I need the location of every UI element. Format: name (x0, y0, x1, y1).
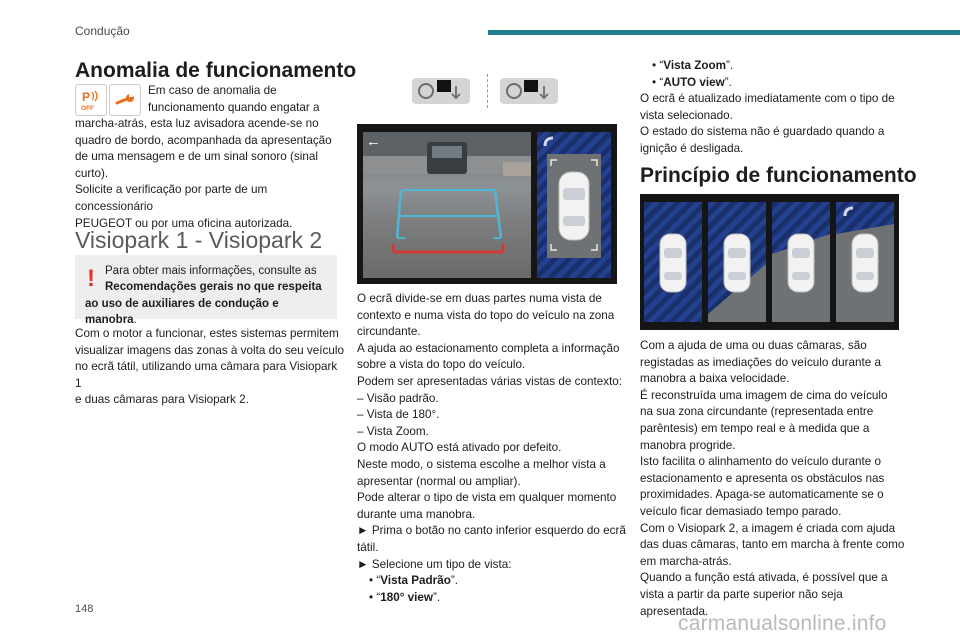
heading-anomaly: Anomalia de funcionamento (75, 59, 357, 82)
bullet-item: • “180° view”. (369, 590, 441, 604)
header-accent-bar (488, 30, 960, 35)
principle-text (640, 338, 910, 620)
text-line: ignição é desligada. (640, 141, 744, 155)
text-line: marcha-atrás, esta luz avisadora acende-se no (75, 117, 319, 130)
text-line: visualizar imagens das zonas à volta do seu veículo (75, 343, 344, 357)
text-line: O modo AUTO está ativado por defeito. (357, 441, 562, 455)
text-line: curto). (75, 166, 109, 180)
bullet-item: • “Vista Padrão”. (369, 574, 458, 588)
front-camera-car-icon (406, 76, 476, 111)
text-line: vista a partir da parte superior não seja apresentada. (640, 587, 843, 618)
text-line: Isto facilita o alinhamento do veículo durante o (640, 455, 882, 469)
note-text (85, 263, 333, 329)
text-line: – Vista Zoom. (357, 424, 429, 438)
exclamation-icon: ! (87, 265, 95, 292)
text-line: Com o Visiopark 2, a imagem é criada com ajuda (640, 521, 896, 535)
text-line: estacionamento e apresenta os obstáculos nas (640, 471, 885, 485)
svg-text:OFF: OFF (81, 105, 94, 112)
bullet-item: • “AUTO view”. (652, 75, 732, 89)
watermark: carmanualsonline.info (678, 612, 887, 635)
page-number: 148 (75, 603, 94, 615)
divider (487, 74, 489, 108)
text-line: Em caso de anomalia de (148, 84, 277, 97)
text-line: apresentar (normal ou ampliar). (357, 474, 521, 488)
text-line: Podem ser apresentadas várias vistas de contexto: (357, 374, 623, 388)
text-line: na sua zona circundante (representada entre (640, 405, 874, 419)
text-line: quadro de bordo, acompanhada da apresentação (75, 133, 332, 147)
text-line: veículo ficar demasiado tempo parado. (640, 504, 842, 518)
text-line: – Visão padrão. (357, 391, 439, 405)
text-line: em marcha-atrás. (640, 554, 732, 568)
text-line: circundante. (357, 325, 421, 339)
context-view (363, 132, 531, 278)
info-note-box (75, 255, 337, 327)
note-line-1: Para obter mais informações, consulte as (105, 265, 317, 277)
note-line-3-end: . (133, 314, 137, 327)
text-line: É reconstruída uma imagem de cima do veículo (640, 388, 888, 402)
section-header: Condução (75, 24, 130, 38)
text-line: tátil. (357, 540, 379, 554)
text-line: ► Selecione um tipo de vista: (357, 557, 512, 571)
text-line: Com o motor a funcionar, estes sistemas permitem (75, 327, 339, 340)
rear-camera-car-icon (494, 76, 564, 111)
text-line: Pode alterar o tipo de vista em qualquer momento (357, 491, 617, 505)
text-line: durante uma manobra. (357, 507, 476, 521)
anomaly-text (75, 116, 345, 232)
text-line: parêntesis) em tempo real e à medida que a (640, 421, 870, 435)
text-line: e duas câmaras para Visiopark 2. (75, 393, 249, 407)
text-line: contexto e numa vista do topo do veículo na zona (357, 308, 615, 322)
text-line: O ecrã é atualizado imediatamente com o tipo de (640, 92, 895, 106)
note-line-3-bold: ao uso de auxiliares de condução e manobra (85, 297, 279, 327)
text-line: funcionamento quando engatar a (148, 100, 320, 114)
text-line: ► Prima o botão no canto inferior esquerdo do ecrã (357, 524, 626, 538)
heading-principle: Princípio de funcionamento (640, 164, 917, 187)
text-line: O ecrã divide-se em duas partes numa vista de (357, 292, 602, 305)
text-line: registadas as imediações do veículo durante a (640, 355, 882, 369)
note-line-2: Recomendações gerais no que respeita (105, 281, 322, 294)
text-line: no ecrã tátil, utilizando uma câmara para Visiopark 1 (75, 360, 338, 390)
text-line: O estado do sistema não é guardado quando a (640, 125, 885, 139)
text-line: manobra a baixa velocidade. (640, 372, 790, 386)
anomaly-text-indented (148, 83, 338, 116)
camera-description (357, 291, 627, 606)
bullet-item: • “Vista Zoom”. (652, 59, 734, 72)
top-view-sequence-illustration (640, 194, 899, 330)
text-line: vista selecionado. (640, 108, 733, 122)
text-line: de uma mensagem e de um sinal sonoro (sinal (75, 150, 318, 164)
heading-visiopark: Visiopark 1 - Visiopark 2 (75, 227, 323, 253)
text-line: Quando a função está ativada, é possível que a (640, 571, 888, 585)
back-arrow-icon[interactable]: ← (366, 133, 381, 150)
text-line: Solicite a verificação por parte de um concessionário (75, 183, 268, 213)
text-line: das duas câmaras, tanto em marcha à frente como (640, 538, 905, 552)
text-line: – Vista de 180°. (357, 408, 440, 422)
note-line-3 (85, 296, 333, 329)
svg-text:P: P (82, 90, 91, 104)
view-options-continued (640, 58, 910, 158)
top-view (537, 132, 611, 278)
text-line: PEUGEOT ou por uma oficina autorizada. (75, 216, 293, 230)
text-line: A ajuda ao estacionamento completa a informação (357, 341, 620, 355)
wrench-icon (109, 84, 141, 116)
visiopark-intro (75, 326, 345, 409)
text-line: manobra progride. (640, 438, 736, 452)
parking-sensor-off-icon (75, 84, 107, 116)
camera-screen-illustration (357, 124, 617, 284)
text-line: proximidades. Apaga-se automaticamente se o (640, 488, 884, 502)
text-line: Neste modo, o sistema escolhe a melhor vista a (357, 457, 606, 471)
text-line: Com a ajuda de uma ou duas câmaras, são (640, 339, 867, 352)
text-line: sobre a vista do topo do veículo. (357, 358, 526, 372)
